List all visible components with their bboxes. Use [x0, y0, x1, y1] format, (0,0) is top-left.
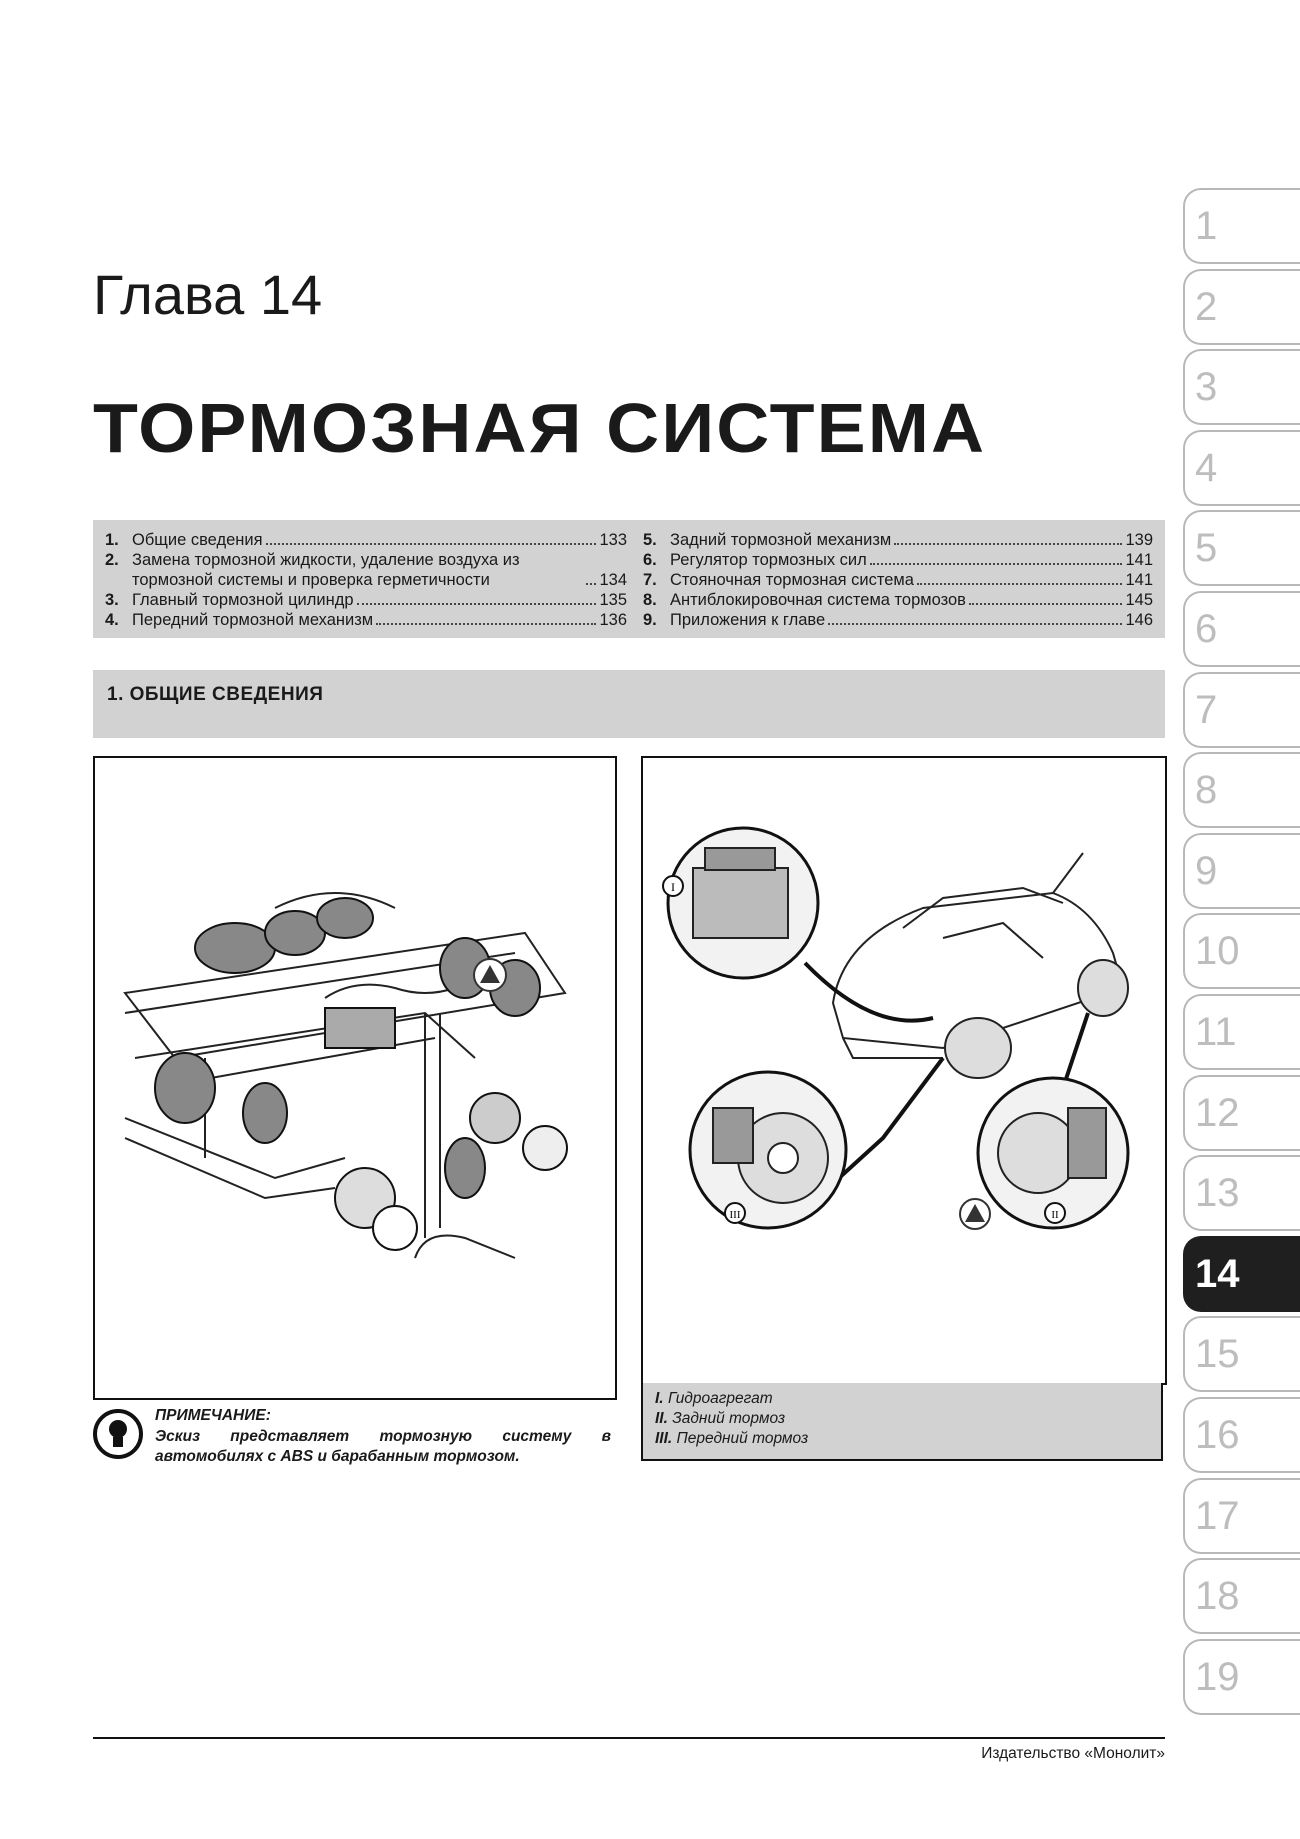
callout-label: III	[729, 1209, 741, 1221]
chapter-tab-15[interactable]: 15	[1183, 1316, 1300, 1392]
contents-item-page: 133	[599, 531, 627, 549]
note-heading: ПРИМЕЧАНИЕ:	[155, 1407, 271, 1424]
figure-caption	[641, 1383, 1163, 1461]
chapter-tab-1[interactable]: 1	[1183, 188, 1300, 264]
contents-item-title: Стояночная тормозная система	[670, 571, 914, 589]
contents-item-number: 9.	[643, 611, 657, 629]
contents-item-title: Главный тормозной цилиндр	[132, 591, 354, 609]
contents-item-title: Приложения к главе	[670, 611, 826, 629]
contents-item-title: Антиблокировочная система тормозов	[670, 591, 966, 609]
contents-item-number: 1.	[105, 531, 119, 549]
callout-label: II	[1051, 1209, 1059, 1221]
contents-item-page: 141	[1125, 551, 1153, 569]
contents-item-number: 4.	[105, 611, 119, 629]
chapter-contents	[93, 520, 1165, 638]
contents-item[interactable]	[105, 550, 627, 590]
contents-item[interactable]	[643, 610, 1153, 630]
contents-item-page: 139	[1125, 531, 1153, 549]
chapter-tab-7[interactable]: 7	[1183, 672, 1300, 748]
contents-item-number: 6.	[643, 551, 657, 569]
contents-item-number: 5.	[643, 531, 657, 549]
contents-item-page: 134	[599, 571, 627, 589]
publisher-logo-icon	[960, 1199, 990, 1229]
contents-item[interactable]	[105, 530, 627, 550]
contents-column-left	[105, 530, 627, 630]
contents-item-title: Регулятор тормозных сил	[670, 551, 867, 569]
chapter-tab-5[interactable]: 5	[1183, 510, 1300, 586]
footer-divider	[93, 1737, 1165, 1739]
publisher-name: Издательство «Монолит»	[981, 1745, 1165, 1762]
contents-item-number: 8.	[643, 591, 657, 609]
contents-item-page: 141	[1125, 571, 1153, 589]
contents-item[interactable]	[643, 550, 1153, 570]
section-header	[93, 670, 1165, 738]
contents-item[interactable]	[643, 570, 1153, 590]
contents-item-page: 135	[599, 591, 627, 609]
contents-column-right	[643, 530, 1153, 630]
chapter-tab-6[interactable]: 6	[1183, 591, 1300, 667]
caption-line: III. Передний тормоз	[655, 1430, 809, 1447]
chapter-tab-17[interactable]: 17	[1183, 1478, 1300, 1554]
publisher-logo-icon	[474, 959, 506, 991]
note-text: Эскиз представляет тормозную систему в автомобилях с ABS и барабанным тормозом.	[155, 1428, 611, 1465]
chapter-title: ТОРМОЗНАЯ СИСТЕМА	[93, 389, 987, 467]
contents-item-number: 2.	[105, 551, 119, 569]
chapter-tab-8[interactable]: 8	[1183, 752, 1300, 828]
chapter-tab-14[interactable]: 14	[1183, 1236, 1300, 1312]
chapter-tab-12[interactable]: 12	[1183, 1075, 1300, 1151]
contents-item[interactable]	[105, 610, 627, 630]
chapter-tab-19[interactable]: 19	[1183, 1639, 1300, 1715]
contents-item-title: Замена тормозной жидкости, удаление воздуха из тормозной системы и проверка герметичности	[132, 551, 520, 589]
chapter-tab-13[interactable]: 13	[1183, 1155, 1300, 1231]
callout-label: I	[671, 880, 675, 894]
chapter-label: Глава 14	[93, 263, 323, 326]
contents-item-title: Задний тормозной механизм	[670, 531, 892, 549]
contents-item[interactable]	[643, 590, 1153, 610]
contents-item[interactable]	[105, 590, 627, 610]
contents-item-number: 3.	[105, 591, 119, 609]
chapter-tab-4[interactable]: 4	[1183, 430, 1300, 506]
abs-components-illustration	[643, 758, 1165, 1383]
contents-item-page: 145	[1125, 591, 1153, 609]
chapter-tab-11[interactable]: 11	[1183, 994, 1300, 1070]
caption-line: I. Гидроагрегат	[655, 1390, 773, 1407]
chapter-tab-3[interactable]: 3	[1183, 349, 1300, 425]
contents-item-number: 7.	[643, 571, 657, 589]
lightbulb-icon	[93, 1409, 143, 1459]
brake-system-sketch-illustration	[95, 758, 615, 1398]
contents-item-page: 136	[599, 611, 627, 629]
abs-components-figure	[641, 756, 1167, 1385]
chapter-tab-18[interactable]: 18	[1183, 1558, 1300, 1634]
contents-item-title: Передний тормозной механизм	[132, 611, 374, 629]
chapter-tab-10[interactable]: 10	[1183, 913, 1300, 989]
caption-line: II. Задний тормоз	[655, 1410, 786, 1427]
brake-system-sketch-figure	[93, 756, 617, 1400]
contents-item-title: Общие сведения	[132, 531, 263, 549]
contents-item-page: 146	[1125, 611, 1153, 629]
section-title: 1. ОБЩИЕ СВЕДЕНИЯ	[107, 684, 324, 705]
chapter-tab-2[interactable]: 2	[1183, 269, 1300, 345]
contents-item[interactable]	[643, 530, 1153, 550]
chapter-tab-16[interactable]: 16	[1183, 1397, 1300, 1473]
chapter-tab-9[interactable]: 9	[1183, 833, 1300, 909]
